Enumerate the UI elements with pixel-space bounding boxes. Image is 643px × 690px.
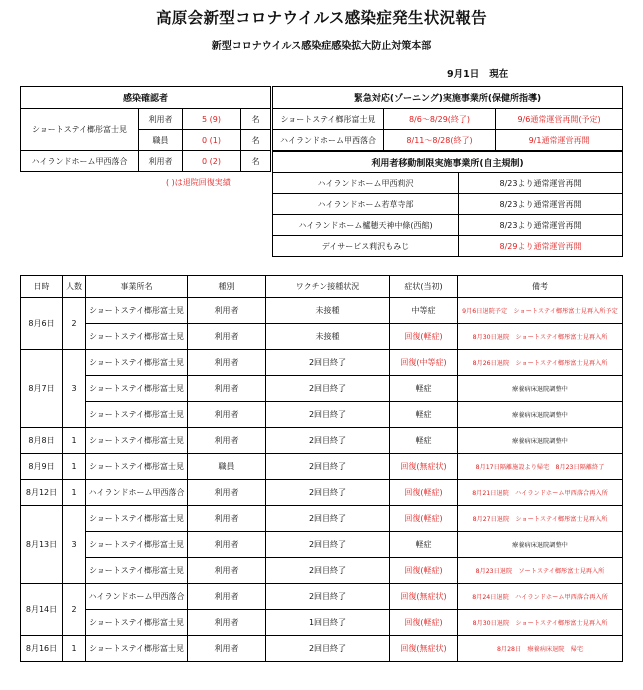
case-vaccine: 2回目終了 bbox=[266, 480, 390, 506]
case-vaccine: 2回目終了 bbox=[266, 428, 390, 454]
case-date: 8月8日 bbox=[21, 428, 63, 454]
page-title: 高原会新型コロナウイルス感染症発生状況報告 bbox=[156, 9, 487, 27]
table-row bbox=[21, 636, 623, 662]
case-facility: ショートステイ榔彤富士見 bbox=[86, 532, 188, 558]
case-type: 利用者 bbox=[188, 584, 266, 610]
confirmed-table bbox=[20, 86, 271, 172]
restricted-facility: ハイランドホーム甲西莉沢 bbox=[273, 173, 459, 194]
emergency-period: 8/11～8/28(終了) bbox=[384, 130, 496, 151]
case-symptom: 軽症 bbox=[390, 376, 458, 402]
case-remarks: 8月23日退院 ソートステイ榔彤富士見再入所 bbox=[458, 558, 623, 584]
case-type: 利用者 bbox=[188, 610, 266, 636]
restricted-facility: ハイランドホーム櫨穂天神中條(西館) bbox=[273, 215, 459, 236]
case-vaccine: 2回目終了 bbox=[266, 636, 390, 662]
case-facility: ショートステイ榔彤富士見 bbox=[86, 428, 188, 454]
restricted-status: 8/23より通常運営再開 bbox=[459, 194, 623, 215]
confirmed-facility: ショートステイ榔彤富士見 bbox=[21, 109, 139, 151]
case-remarks: 8月26日退院 ショートステイ榔彤富士見再入所 bbox=[458, 350, 623, 376]
column-header: 人数 bbox=[63, 276, 86, 298]
case-count: 1 bbox=[63, 480, 86, 506]
case-facility: ショートステイ榔彤富士見 bbox=[86, 636, 188, 662]
restricted-table bbox=[272, 151, 623, 257]
table-row bbox=[21, 454, 623, 480]
case-date: 8月13日 bbox=[21, 506, 63, 584]
emergency-facility: ハイランドホーム甲西落合 bbox=[273, 130, 384, 151]
case-symptom: 回復(無症状) bbox=[390, 584, 458, 610]
as-of-date bbox=[447, 66, 508, 80]
confirmed-header: 感染確認者 bbox=[21, 87, 271, 109]
case-remarks: 8月27日退院 ショートステイ榔彤富士見再入所 bbox=[458, 506, 623, 532]
case-facility: ショートステイ榔彤富士見 bbox=[86, 298, 188, 324]
table-row bbox=[21, 402, 623, 428]
column-header: 事業所名 bbox=[86, 276, 188, 298]
table-row bbox=[21, 298, 623, 324]
confirmed-unit: 名 bbox=[241, 151, 271, 172]
case-type: 利用者 bbox=[188, 636, 266, 662]
column-header: ワクチン接種状況 bbox=[266, 276, 390, 298]
emergency-table bbox=[272, 86, 623, 151]
confirmed-facility: ハイランドホーム甲西落合 bbox=[21, 151, 139, 172]
case-vaccine: 2回目終了 bbox=[266, 506, 390, 532]
case-vaccine: 2回目終了 bbox=[266, 558, 390, 584]
case-symptom: 回復(中等症) bbox=[390, 350, 458, 376]
confirmed-unit: 名 bbox=[241, 130, 271, 151]
case-facility: ショートステイ榔彤富士見 bbox=[86, 610, 188, 636]
case-type: 利用者 bbox=[188, 376, 266, 402]
case-vaccine: 2回目終了 bbox=[266, 454, 390, 480]
case-symptom: 回復(軽症) bbox=[390, 610, 458, 636]
case-symptom: 中等症 bbox=[390, 298, 458, 324]
emergency-header: 緊急対応(ゾーニング)実施事業所(保健所指導) bbox=[273, 87, 623, 109]
column-header: 備考 bbox=[458, 276, 623, 298]
case-vaccine: 2回目終了 bbox=[266, 532, 390, 558]
case-remarks: 8月17日隔離施設より帰宅 8月23日隔離終了 bbox=[458, 454, 623, 480]
case-symptom: 回復(無症状) bbox=[390, 454, 458, 480]
case-vaccine: 未接種 bbox=[266, 298, 390, 324]
case-symptom: 回復(軽症) bbox=[390, 558, 458, 584]
case-symptom: 軽症 bbox=[390, 402, 458, 428]
case-facility: ショートステイ榔彤富士見 bbox=[86, 506, 188, 532]
case-table-header-row bbox=[21, 276, 623, 298]
table-row bbox=[21, 428, 623, 454]
case-type: 利用者 bbox=[188, 324, 266, 350]
emergency-status: 9/1通常運営再開 bbox=[496, 130, 623, 151]
case-remarks: 8月24日退院 ハイランドホーム甲西落合再入所 bbox=[458, 584, 623, 610]
table-row bbox=[21, 350, 623, 376]
case-type: 利用者 bbox=[188, 558, 266, 584]
column-header: 日時 bbox=[21, 276, 63, 298]
table-row bbox=[21, 480, 623, 506]
case-date: 8月12日 bbox=[21, 480, 63, 506]
column-header: 種別 bbox=[188, 276, 266, 298]
case-date: 8月16日 bbox=[21, 636, 63, 662]
confirmed-count: 0 (2) bbox=[183, 151, 241, 172]
case-remarks: 療養病床退院調整中 bbox=[458, 376, 623, 402]
page-subtitle: 新型コロナウイルス感染症感染拡大防止対策本部 bbox=[211, 41, 432, 52]
case-date: 8月14日 bbox=[21, 584, 63, 636]
case-vaccine: 1回目終了 bbox=[266, 610, 390, 636]
table-row bbox=[21, 376, 623, 402]
case-type: 利用者 bbox=[188, 350, 266, 376]
case-remarks: 8月30日退院 ショートステイ榔彤富士見再入所 bbox=[458, 324, 623, 350]
restricted-facility: ハイランドホーム若草寺部 bbox=[273, 194, 459, 215]
table-row bbox=[21, 558, 623, 584]
case-type: 職員 bbox=[188, 454, 266, 480]
case-symptom: 回復(軽症) bbox=[390, 480, 458, 506]
confirmed-count: 5 (9) bbox=[183, 109, 241, 130]
case-type: 利用者 bbox=[188, 480, 266, 506]
as-of-date-value: 9月1日 bbox=[447, 69, 480, 80]
case-facility: ショートステイ榔彤富士見 bbox=[86, 454, 188, 480]
case-remarks: 8月28日 療養病床退院 帰宅 bbox=[458, 636, 623, 662]
case-vaccine: 2回目終了 bbox=[266, 376, 390, 402]
case-type: 利用者 bbox=[188, 506, 266, 532]
case-count: 1 bbox=[63, 454, 86, 480]
confirmed-count: 0 (1) bbox=[183, 130, 241, 151]
case-table bbox=[20, 275, 623, 662]
case-symptom: 回復(軽症) bbox=[390, 324, 458, 350]
case-count: 2 bbox=[63, 584, 86, 636]
restricted-facility: デイサービス莉沢もみじ bbox=[273, 236, 459, 257]
case-count: 2 bbox=[63, 298, 86, 350]
case-symptom: 回復(無症状) bbox=[390, 636, 458, 662]
case-date: 8月9日 bbox=[21, 454, 63, 480]
column-header: 症状(当初) bbox=[390, 276, 458, 298]
case-vaccine: 2回目終了 bbox=[266, 350, 390, 376]
case-facility: ハイランドホーム甲西落合 bbox=[86, 584, 188, 610]
restricted-status: 8/29より通常運営再開 bbox=[459, 236, 623, 257]
table-row bbox=[21, 532, 623, 558]
case-vaccine: 2回目終了 bbox=[266, 402, 390, 428]
case-facility: ショートステイ榔彤富士見 bbox=[86, 558, 188, 584]
case-type: 利用者 bbox=[188, 402, 266, 428]
case-type: 利用者 bbox=[188, 428, 266, 454]
case-remarks: 8月30日退院 ショートステイ榔彤富士見再入所 bbox=[458, 610, 623, 636]
table-row bbox=[21, 584, 623, 610]
emergency-facility: ショートステイ榔彤富士見 bbox=[273, 109, 384, 130]
table-row bbox=[21, 324, 623, 350]
confirmed-unit: 名 bbox=[241, 109, 271, 130]
case-vaccine: 2回目終了 bbox=[266, 584, 390, 610]
case-count: 3 bbox=[63, 506, 86, 584]
restricted-status: 8/23より通常運営再開 bbox=[459, 173, 623, 194]
case-date: 8月6日 bbox=[21, 298, 63, 350]
confirmed-type: 利用者 bbox=[139, 109, 183, 130]
case-count: 1 bbox=[63, 636, 86, 662]
case-type: 利用者 bbox=[188, 298, 266, 324]
emergency-status: 9/6通常運営再開(予定) bbox=[496, 109, 623, 130]
case-count: 1 bbox=[63, 428, 86, 454]
case-symptom: 回復(軽症) bbox=[390, 506, 458, 532]
case-date: 8月7日 bbox=[21, 350, 63, 428]
case-remarks: 療養病床退院調整中 bbox=[458, 428, 623, 454]
restricted-status: 8/23より通常運営再開 bbox=[459, 215, 623, 236]
table-row bbox=[21, 506, 623, 532]
case-symptom: 軽症 bbox=[390, 428, 458, 454]
case-remarks: 8月21日退院 ハイランドホーム甲西落合再入所 bbox=[458, 480, 623, 506]
case-remarks: 療養病床退院調整中 bbox=[458, 402, 623, 428]
restricted-header: 利用者移動制限実施事業所(自主規制) bbox=[273, 152, 623, 173]
recovery-note: ( )は退院回復実績 bbox=[166, 178, 231, 187]
confirmed-type: 職員 bbox=[139, 130, 183, 151]
case-facility: ショートステイ榔彤富士見 bbox=[86, 376, 188, 402]
case-vaccine: 未接種 bbox=[266, 324, 390, 350]
case-facility: ハイランドホーム甲西落合 bbox=[86, 480, 188, 506]
case-remarks: 療養病床退院調整中 bbox=[458, 532, 623, 558]
case-facility: ショートステイ榔彤富士見 bbox=[86, 324, 188, 350]
confirmed-type: 利用者 bbox=[139, 151, 183, 172]
table-row bbox=[21, 610, 623, 636]
case-symptom: 軽症 bbox=[390, 532, 458, 558]
case-remarks: 9月6日退院予定 ショートステイ榔彤富士見再入所予定 bbox=[458, 298, 623, 324]
case-count: 3 bbox=[63, 350, 86, 428]
case-facility: ショートステイ榔彤富士見 bbox=[86, 402, 188, 428]
emergency-period: 8/6～8/29(終了) bbox=[384, 109, 496, 130]
as-of-label: 現在 bbox=[489, 69, 509, 80]
case-facility: ショートステイ榔彤富士見 bbox=[86, 350, 188, 376]
case-type: 利用者 bbox=[188, 532, 266, 558]
